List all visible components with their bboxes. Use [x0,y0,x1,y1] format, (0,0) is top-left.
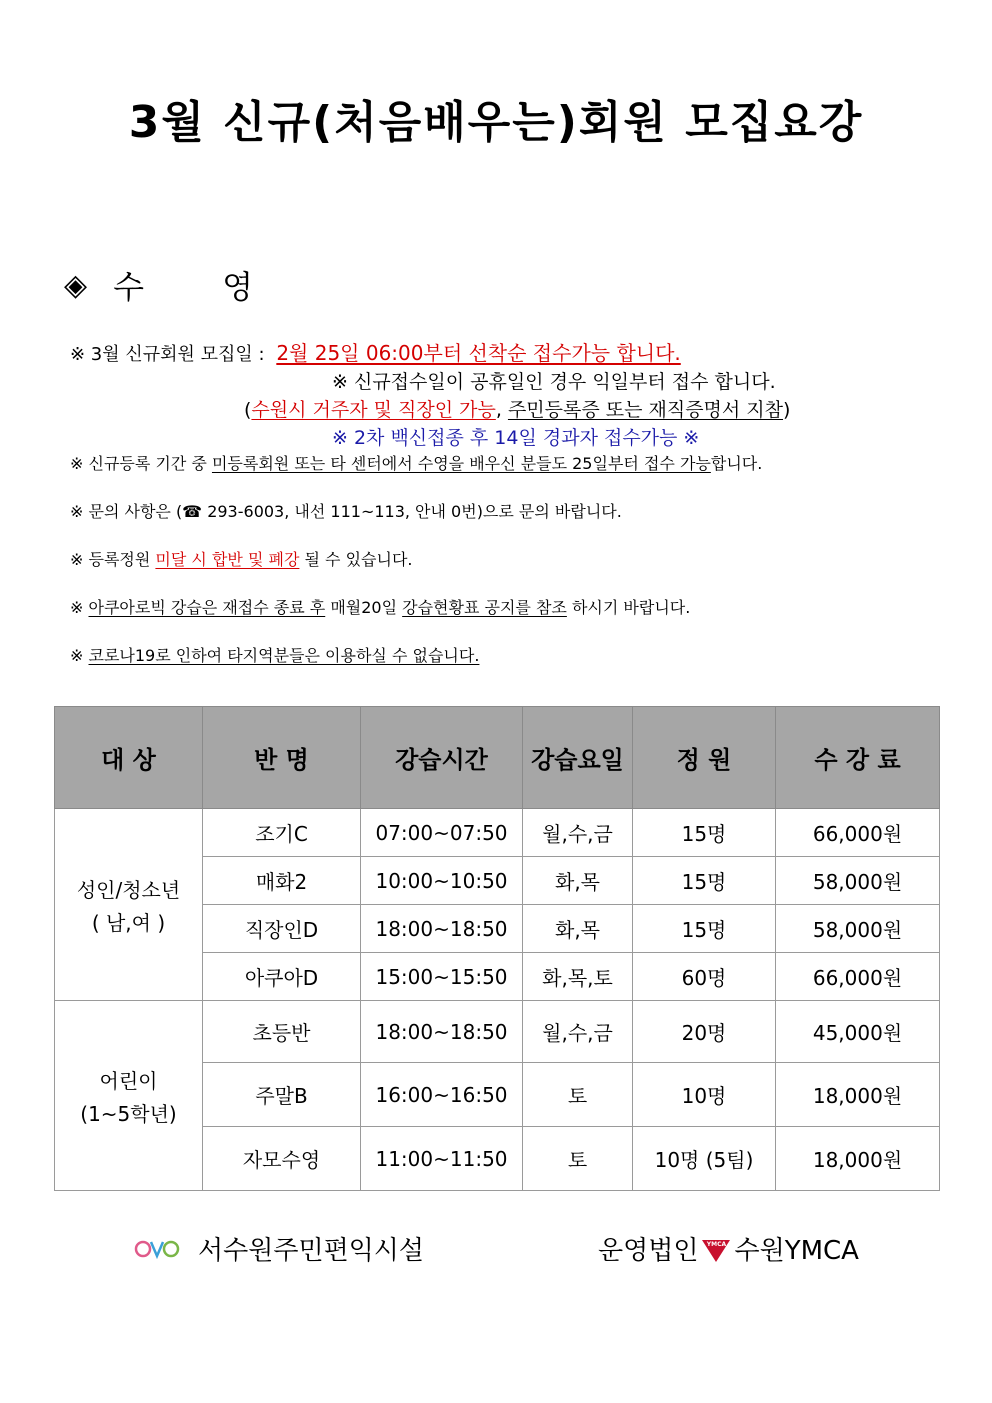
class-name: 조기C [203,809,361,857]
header-target: 대 상 [55,707,203,809]
notice-aquarobics: ※ 아쿠아로빅 강습은 재접수 종료 후 매월20일 강습현황표 공지를 참조 하시기 바랍니다. [70,598,691,617]
class-days: 화,목,토 [523,953,633,1001]
class-fee: 18,000원 [776,1127,940,1191]
class-capacity: 10명 [633,1063,776,1127]
section-heading [64,262,287,308]
notice-registration-date: ※ 3월 신규회원 모집일 : 2월 25일 06:00부터 선착순 접수가능 합니다. [70,341,681,365]
class-days: 월,수,금 [523,1001,633,1063]
notice-new-registration: ※ 신규등록 기간 중 미등록회원 또는 타 센터에서 수영을 배우신 분들도 25일부터 접수 가능합니다. [70,454,763,473]
class-capacity: 60명 [633,953,776,1001]
class-name: 아쿠아D [203,953,361,1001]
class-fee: 66,000원 [776,809,940,857]
class-name: 직장인D [203,905,361,953]
footer-right [598,1230,859,1267]
header-capacity: 정 원 [633,707,776,809]
facility-name: 서수원주민편익시설 [198,1236,425,1266]
class-name: 초등반 [203,1001,361,1063]
facility-logo-icon [134,1236,180,1262]
table-header-row [55,707,940,809]
class-days: 화,목 [523,905,633,953]
class-name: 매화2 [203,857,361,905]
notice-holiday: ※ 신규접수일이 공휴일인 경우 익일부터 접수 합니다. [332,371,776,393]
diamond-icon: ◈ [64,267,88,303]
class-name: 자모수영 [203,1127,361,1191]
header-time: 강습시간 [361,707,523,809]
class-fee: 58,000원 [776,905,940,953]
target-children: 어린이 (1~5학년) [55,1001,203,1191]
class-time: 10:00~10:50 [361,857,523,905]
class-capacity: 15명 [633,905,776,953]
class-fee: 58,000원 [776,857,940,905]
class-time: 11:00~11:50 [361,1127,523,1191]
class-time: 16:00~16:50 [361,1063,523,1127]
table-row [55,809,940,857]
header-fee: 수 강 료 [776,707,940,809]
class-capacity: 20명 [633,1001,776,1063]
header-days: 강습요일 [523,707,633,809]
notice-capacity: ※ 등록정원 미달 시 합반 및 폐강 될 수 있습니다. [70,550,413,569]
operator-name: 수원YMCA [734,1236,859,1266]
class-fee: 18,000원 [776,1063,940,1127]
class-fee: 66,000원 [776,953,940,1001]
notice-inquiry: ※ 문의 사항은 (☎ 293-6003, 내선 111~113, 안내 0번)으로 문의 바랍니다. [70,502,622,521]
class-capacity: 10명 (5팀) [633,1127,776,1191]
table-row [55,1001,940,1063]
section-label: 수 영 [113,268,288,306]
target-adult: 성인/청소년 ( 남,여 ) [55,809,203,1001]
class-time: 18:00~18:50 [361,905,523,953]
class-time: 15:00~15:50 [361,953,523,1001]
class-days: 화,목 [523,857,633,905]
registration-start: 2월 25일 06:00부터 선착순 접수가능 합니다. [276,341,681,365]
class-fee: 45,000원 [776,1001,940,1063]
notice-covid: ※ 코로나19로 인하여 타지역분들은 이용하실 수 없습니다. [70,646,480,665]
class-days: 토 [523,1063,633,1127]
operator-label: 운영법인 [598,1236,699,1266]
schedule-table [54,706,940,1191]
notice-eligibility: (수원시 거주자 및 직장인 가능, 주민등록증 또는 재직증명서 지참) [244,399,791,421]
class-days: 토 [523,1127,633,1191]
class-time: 07:00~07:50 [361,809,523,857]
class-name: 주말B [203,1063,361,1127]
footer-left [134,1230,424,1267]
class-capacity: 15명 [633,809,776,857]
header-class: 반 명 [203,707,361,809]
class-days: 월,수,금 [523,809,633,857]
notice-vaccine: ※ 2차 백신접종 후 14일 경과자 접수가능 ※ [332,427,700,449]
class-capacity: 15명 [633,857,776,905]
page-title: 3월 신규(처음배우는)회원 모집요강 [128,97,864,148]
ymca-logo-icon: YMCA [702,1240,730,1262]
class-time: 18:00~18:50 [361,1001,523,1063]
